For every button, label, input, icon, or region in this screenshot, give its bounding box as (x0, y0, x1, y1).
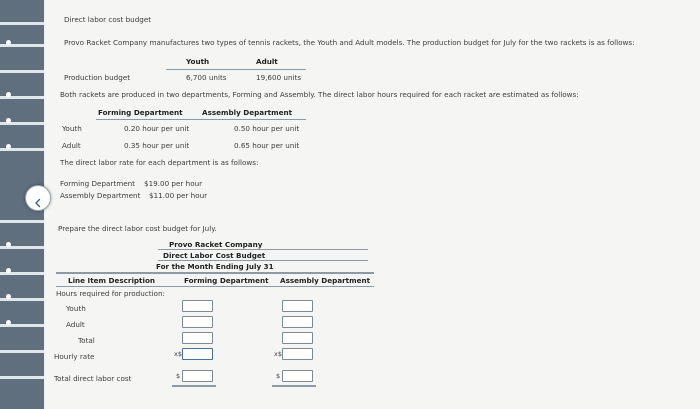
budget-title: Direct Labor Cost Budget (163, 251, 266, 260)
rail-stripe (0, 350, 44, 353)
col-assembly: Assembly Department (280, 276, 371, 285)
hours-row-assembly: 0.50 hour per unit (234, 124, 300, 133)
col-forming: Forming Department (184, 276, 269, 285)
forming-total-underline (172, 385, 216, 387)
hours-row-forming: 0.35 hour per unit (124, 141, 190, 150)
budget-company: Provo Racket Company (169, 240, 263, 249)
budget-rule (158, 249, 368, 250)
forming-hourly-rate-input[interactable] (182, 348, 213, 360)
problem-heading: Direct labor cost budget (64, 15, 152, 24)
production-adult-units: 19,600 units (256, 73, 302, 82)
assembly-youth-hours-input[interactable] (282, 300, 313, 312)
hours-header-rule (96, 119, 306, 120)
rail-item-dot[interactable] (6, 320, 11, 325)
budget-rule (56, 272, 374, 274)
chevron-left-icon (33, 193, 43, 203)
forming-youth-hours-input[interactable] (182, 300, 213, 312)
line-total: Total (78, 336, 95, 345)
problem-intro: Provo Racket Company manufactures two types of tennis rackets, the Youth and Adult models. The production budget for July for the two rackets is as follows: (64, 38, 635, 47)
hours-col-forming: Forming Department (98, 108, 183, 117)
line-adult: Adult (66, 320, 85, 329)
column-header-rule (56, 286, 374, 287)
line-hourly-rate: Hourly rate (54, 352, 95, 361)
rate-value: $11.00 per hour (149, 191, 208, 200)
production-row-label: Production budget (64, 73, 131, 82)
budget-period: For the Month Ending July 31 (156, 262, 274, 271)
rail-item-dot[interactable] (6, 144, 11, 149)
department-intro: Both rackets are produced in two departments, Forming and Assembly. The direct labor hours required for each racket are estimated as follows: (60, 90, 579, 99)
hours-col-assembly: Assembly Department (202, 108, 293, 117)
rate-intro: The direct labor rate for each department is as follows: (60, 158, 259, 167)
task-prompt: Prepare the direct labor cost budget for July. (58, 224, 217, 233)
hours-row-forming: 0.20 hour per unit (124, 124, 190, 133)
rail-stripe (0, 22, 44, 25)
rate-prefix-label: x$ (274, 350, 282, 358)
forming-adult-hours-input[interactable] (182, 316, 213, 328)
rail-item-dot[interactable] (6, 40, 11, 45)
line-youth: Youth (66, 304, 86, 313)
production-col-youth: Youth (186, 57, 210, 66)
rail-item-dot[interactable] (6, 242, 11, 247)
rail-stripe (0, 220, 44, 223)
cost-prefix-label: $ (276, 372, 281, 380)
budget-rule (158, 260, 368, 261)
col-line-item: Line Item Description (68, 276, 156, 285)
cost-prefix-label: $ (176, 372, 181, 380)
problem-content (46, 0, 700, 409)
rail-item-dot[interactable] (6, 92, 11, 97)
assembly-total-underline (272, 385, 316, 387)
rail-stripe (0, 70, 44, 73)
line-total-cost: Total direct labor cost (54, 374, 132, 383)
hours-row-label: Adult (62, 141, 81, 150)
rate-prefix-label: x$ (174, 350, 182, 358)
line-hours-required: Hours required for production: (56, 289, 165, 298)
hours-row-assembly: 0.65 hour per unit (234, 141, 300, 150)
assembly-adult-hours-input[interactable] (282, 316, 313, 328)
rail-item-dot[interactable] (6, 294, 11, 299)
production-youth-units: 6,700 units (186, 73, 227, 82)
rate-value: $19.00 per hour (144, 179, 203, 188)
rail-stripe (0, 376, 44, 379)
rail-item-dot[interactable] (6, 268, 11, 273)
production-col-adult: Adult (256, 57, 278, 66)
forming-total-cost-input[interactable] (182, 370, 213, 382)
assembly-hourly-rate-input[interactable] (282, 348, 313, 360)
production-header-rule (166, 69, 306, 70)
forming-total-hours-input[interactable] (182, 332, 213, 344)
hours-row-label: Youth (62, 124, 82, 133)
rate-label: Assembly Department (60, 191, 141, 200)
assembly-total-hours-input[interactable] (282, 332, 313, 344)
back-button[interactable] (25, 185, 51, 211)
rail-item-dot[interactable] (6, 118, 11, 123)
assembly-total-cost-input[interactable] (282, 370, 313, 382)
rate-label: Forming Department (60, 179, 135, 188)
